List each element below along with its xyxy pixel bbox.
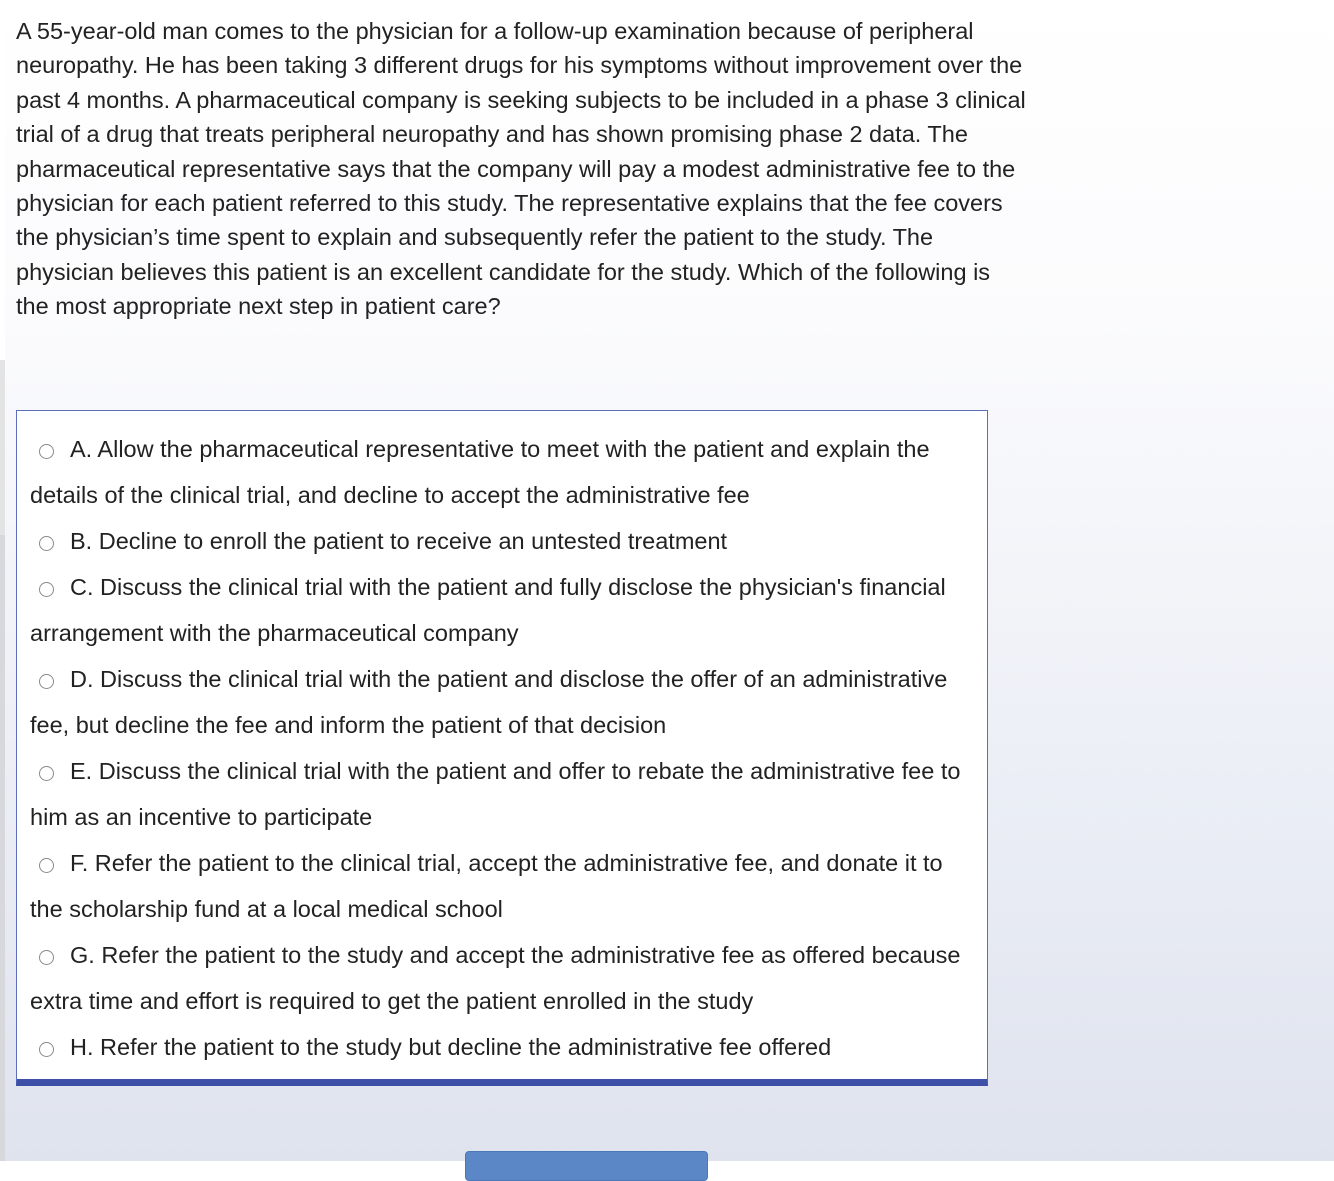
answer-choice-g[interactable] [30, 932, 980, 1024]
answer-choices-panel [16, 410, 988, 1086]
radio-icon[interactable] [39, 950, 54, 965]
answer-choice-label: G. Refer the patient to the study and accept the administrative fee as offered because extra time and effort is required to get the patient enrolled in the study [30, 942, 961, 1014]
answer-choice-f[interactable] [30, 840, 980, 932]
answer-choice-label: F. Refer the patient to the clinical trial, accept the administrative fee, and donate it to the scholarship fund at a local medical school [30, 850, 943, 922]
answer-choice-label: E. Discuss the clinical trial with the patient and offer to rebate the administrative fee to him as an incentive to participate [30, 758, 961, 830]
answer-choice-e[interactable] [30, 748, 980, 840]
answer-choice-d[interactable] [30, 656, 980, 748]
answer-choice-b[interactable] [30, 518, 980, 564]
answer-choices-list [30, 426, 980, 1070]
answer-choice-h[interactable] [30, 1024, 980, 1070]
left-rail [0, 0, 5, 1161]
radio-icon[interactable] [39, 674, 54, 689]
answer-choice-a[interactable] [30, 426, 980, 518]
radio-icon[interactable] [39, 1042, 54, 1057]
answer-choice-label: C. Discuss the clinical trial with the patient and fully disclose the physician's financial arrangement with the pharmaceutical company [30, 574, 946, 646]
submit-button[interactable] [465, 1151, 708, 1181]
radio-icon[interactable] [39, 536, 54, 551]
radio-icon[interactable] [39, 444, 54, 459]
radio-icon[interactable] [39, 766, 54, 781]
answer-choice-label: D. Discuss the clinical trial with the patient and disclose the offer of an administrative fee, but decline the fee and inform the patient of that decision [30, 666, 948, 738]
answer-choice-c[interactable] [30, 564, 980, 656]
answer-choice-label: B. Decline to enroll the patient to receive an untested treatment [70, 528, 728, 554]
question-stem: A 55-year-old man comes to the physician for a follow-up examination because of peripheral neuropathy. He has been taking 3 different drugs for his symptoms without improvement over the past 4 months. A pharmaceutical company is seeking subjects to be included in a phase 3 clinical trial of a drug that treats peripheral neuropathy and has shown promising phase 2 data. The pharmaceutical representative says that the company will pay a modest administrative fee to the physician for each patient referred to this study. The representative explains that the fee covers the physician’s time spent to explain and subsequently refer the patient to the study. The physician believes this patient is an excellent candidate for the study. Which of the following is the most appropriate next step in patient care? [16, 18, 1026, 320]
answer-choice-label: A. Allow the pharmaceutical representative to meet with the patient and explain the details of the clinical trial, and decline to accept the administrative fee [30, 436, 930, 508]
radio-icon[interactable] [39, 582, 54, 597]
answer-choice-label: H. Refer the patient to the study but decline the administrative fee offered [70, 1034, 832, 1060]
radio-icon[interactable] [39, 858, 54, 873]
